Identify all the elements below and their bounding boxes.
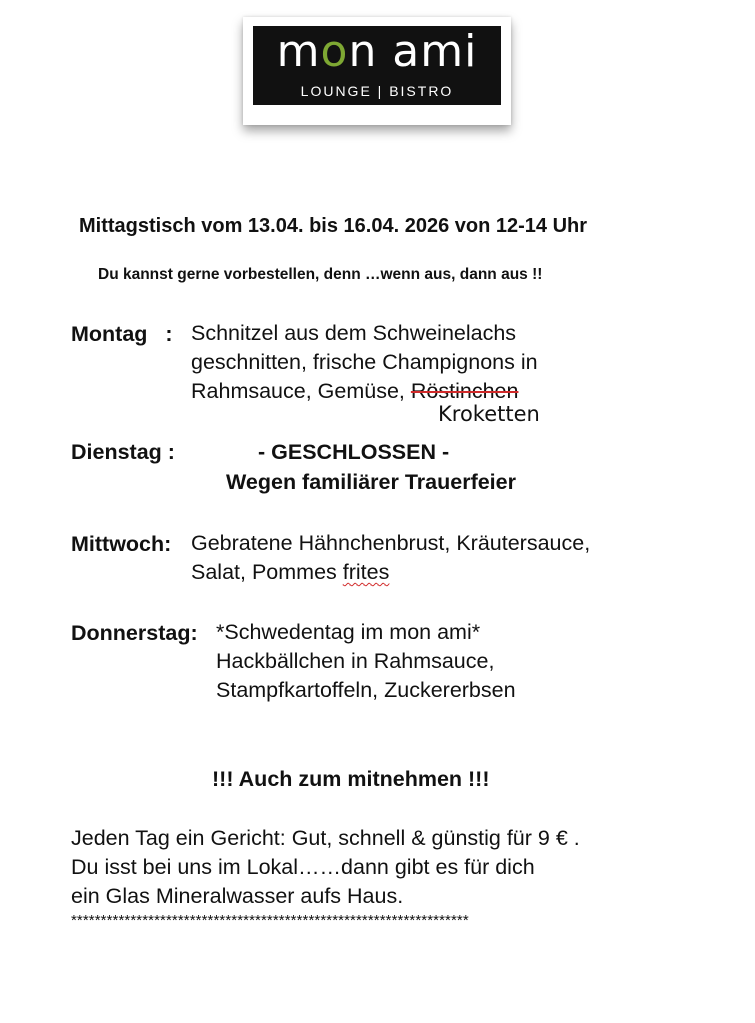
monday-line-2: geschnitten, frische Champignons in bbox=[191, 350, 538, 374]
logo-letters-rest: n ami bbox=[348, 26, 478, 77]
monday-dish bbox=[191, 319, 538, 406]
star-divider: ******************************************************************* bbox=[71, 912, 469, 929]
footer-line-2: Du isst bei uns im Lokal……dann gibt es für dich bbox=[71, 855, 535, 879]
thursday-line-3: Stampfkartoffeln, Zuckererbsen bbox=[216, 678, 516, 702]
day-label-wednesday: Mittwoch: bbox=[71, 532, 172, 556]
day-label-thursday: Donnerstag: bbox=[71, 621, 198, 645]
monday-line-3-text: Rahmsauce, Gemüse, bbox=[191, 379, 411, 403]
thursday-line-1: *Schwedentag im mon ami* bbox=[216, 620, 481, 644]
wednesday-line-2-text: Salat, Pommes bbox=[191, 560, 343, 584]
tuesday-closed: - GESCHLOSSEN - bbox=[258, 440, 450, 464]
wednesday-line-2 bbox=[191, 558, 590, 587]
wednesday-line-1: Gebratene Hähnchenbrust, Kräutersauce, bbox=[191, 531, 591, 555]
logo-letter-o: o bbox=[320, 26, 349, 77]
struck-item: Röstinchen bbox=[410, 379, 519, 403]
thursday-line-2: Hackbällchen in Rahmsauce, bbox=[216, 649, 495, 673]
day-label-monday: Montag : bbox=[71, 322, 173, 346]
footer-line-1: Jeden Tag ein Gericht: Gut, schnell & günstig für 9 € . bbox=[71, 826, 580, 850]
menu-heading: Mittagstisch vom 13.04. bis 16.04. 2026 von 12-14 Uhr bbox=[79, 215, 588, 237]
tuesday-reason: Wegen familiärer Trauerfeier bbox=[226, 470, 516, 494]
thursday-dish bbox=[216, 618, 516, 705]
logo-card bbox=[243, 17, 511, 125]
logo-subtitle: LOUNGE | BISTRO bbox=[300, 83, 454, 99]
wednesday-dish bbox=[191, 529, 590, 587]
correction-text: Kroketten bbox=[438, 402, 540, 426]
monday-line-1: Schnitzel aus dem Schweinelachs bbox=[191, 321, 517, 345]
logo bbox=[253, 26, 501, 105]
takeaway-note: !!! Auch zum mitnehmen !!! bbox=[212, 767, 490, 791]
logo-wordmark bbox=[253, 26, 501, 77]
footer-text bbox=[71, 824, 580, 911]
preorder-note: Du kannst gerne vorbestellen, denn …wenn aus, dann aus !! bbox=[98, 266, 543, 283]
footer-line-3: ein Glas Mineralwasser aufs Haus. bbox=[71, 884, 404, 908]
spellcheck-marked-word: frites bbox=[342, 560, 390, 584]
logo-letter-m: m bbox=[276, 26, 321, 77]
day-label-tuesday: Dienstag : bbox=[71, 440, 175, 464]
